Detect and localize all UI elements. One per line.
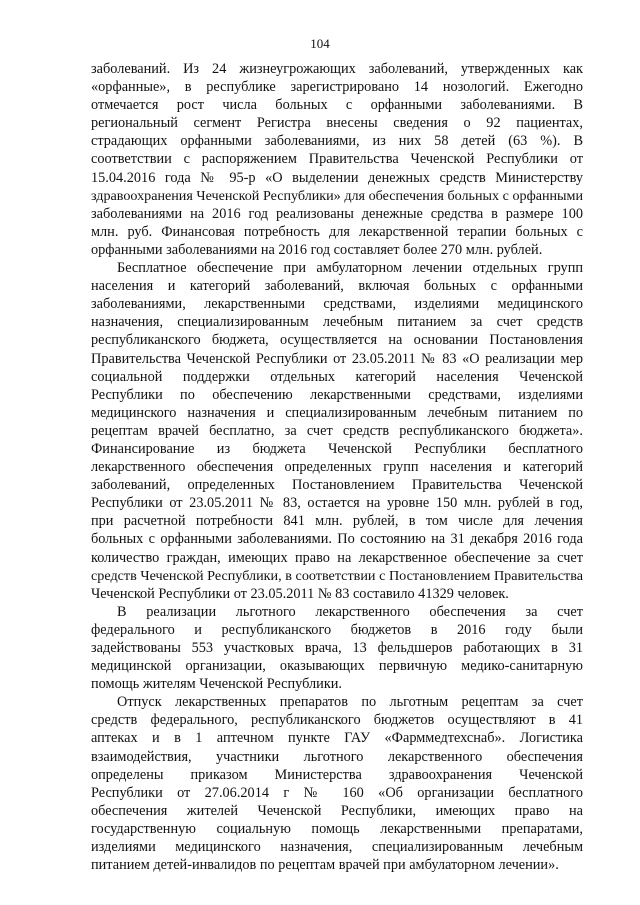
text-line: заболеваниями, лекарственными средствами, изделиями медицинского [91, 296, 583, 313]
text-line: 15.04.2016 года № 95-р «О выделении денежных средств Министерству [91, 169, 583, 186]
text-line: медицинской организации, оказывающих первичную медико-санитарную [91, 658, 583, 675]
text-line: орфанными заболеваниями на 2016 год составляет более 270 млн. рублей. [91, 241, 543, 258]
text-line: лекарственного обеспечения определенных групп населения и категорий [91, 459, 583, 476]
text-line: взаимодействия, участники льготного лекарственного обеспечения [91, 748, 583, 765]
text-line: питанием детей-инвалидов по рецептам врачей при амбулаторном лечении». [91, 857, 559, 874]
text-line: страдающих орфанными заболеваниями, из них 58 детей (63 %). В [91, 133, 583, 150]
text-line: федерального и республиканского бюджетов в 2016 году были [91, 621, 583, 638]
text-line: больных с орфанными заболеваниями. По состоянию на 31 декабря 2016 года [91, 531, 583, 548]
text-line: изделиями медицинского назначения, специализированным лечебным [91, 839, 583, 856]
text-line: определены приказом Министерства здравоохранения Чеченской [91, 766, 583, 783]
text-line: Бесплатное обеспечение при амбулаторном лечении отдельных групп [117, 260, 583, 277]
text-line: средств Чеченской Республики, в соответствии с Постановлением Правительства [91, 567, 583, 584]
text-line: медицинского назначения и специализированным лечебным питанием по [91, 404, 583, 421]
text-line: В реализации льготного лекарственного обеспечения за счет [117, 603, 583, 620]
text-line: заболеваний, определенных Постановлением Правительства Чеченской [91, 477, 583, 494]
text-line: соответствии с распоряжением Правительства Чеченской Республики от [91, 151, 583, 168]
text-line: республиканского бюджета, осуществляется на основании Постановления [91, 332, 583, 349]
text-line: Республики от 23.05.2011 № 83, остается на уровне 150 млн. рублей в год, [91, 495, 583, 512]
text-line: Финансирование из бюджета Чеченской Республики бесплатного [91, 440, 583, 457]
text-line: «орфанные», в республике зарегистрировано 14 нозологий. Ежегодно [91, 79, 583, 96]
text-line: здравоохранения Чеченской Республики» для обеспечения больных с орфанными [91, 187, 583, 204]
text-line: средств федерального, республиканского бюджетов осуществляют в 41 [91, 712, 583, 729]
text-line: государственную социальную помощь лекарственными препаратами, [91, 820, 583, 837]
paragraph-orphan-diseases [91, 60, 583, 259]
text-line: количество граждан, имеющих право на лекарственное обеспечение за счет [91, 549, 583, 566]
text-line: населения и категорий заболеваний, включая больных с орфанными [91, 278, 583, 295]
text-line: Чеченской Республики от 23.05.2011 № 83 составило 41329 человек. [91, 585, 509, 602]
text-line: млн. руб. Финансовая потребность для лекарственной терапии больных с [91, 223, 583, 240]
text-line: обеспечения жителей Чеченской Республики, имеющих право на [91, 802, 583, 819]
body-text [91, 60, 583, 874]
text-line: Республики по обеспечению лекарственными средствами, изделиями [91, 386, 583, 403]
text-line: социальной поддержки отдельных категорий населения Чеченской [91, 368, 583, 385]
page-number: 104 [310, 36, 330, 51]
text-line: аптеках и в 1 аптечном пункте ГАУ «Фарммедтехснаб». Логистика [91, 730, 583, 747]
text-line: Республики от 27.06.2014 г № 160 «Об организации бесплатного [91, 784, 583, 801]
text-line: отмечается рост числа больных с орфанными заболеваниями. В [91, 97, 583, 114]
paragraph-implementation [91, 603, 583, 693]
text-line: заболеваний. Из 24 жизнеугрожающих заболеваний, утвержденных как [91, 61, 583, 77]
text-line: региональный сегмент Регистра внесены сведения о 92 пациентах, [91, 115, 583, 132]
text-line: Отпуск лекарственных препаратов по льготным рецептам за счет [117, 694, 583, 711]
text-line: заболеваниями на 2016 год реализованы денежные средства в размере 100 [91, 205, 583, 222]
text-line: рецептам врачей бесплатно, за счет средств республиканского бюджета». [91, 422, 583, 439]
text-line: назначения, специализированным лечебным питанием за счет средств [91, 314, 583, 331]
text-line: помощь жителям Чеченской Республики. [91, 676, 342, 693]
paragraph-dispensing [91, 693, 583, 874]
text-line: при расчетной потребности 841 млн. рублей, в том числе для лечения [91, 513, 583, 530]
text-line: Правительства Чеченской Республики от 23.05.2011 № 83 «О реализации мер [91, 350, 583, 367]
text-line: задействованы 553 участковых врача, 13 фельдшеров работающих в 31 [91, 640, 583, 656]
paragraph-free-provision [91, 259, 583, 603]
